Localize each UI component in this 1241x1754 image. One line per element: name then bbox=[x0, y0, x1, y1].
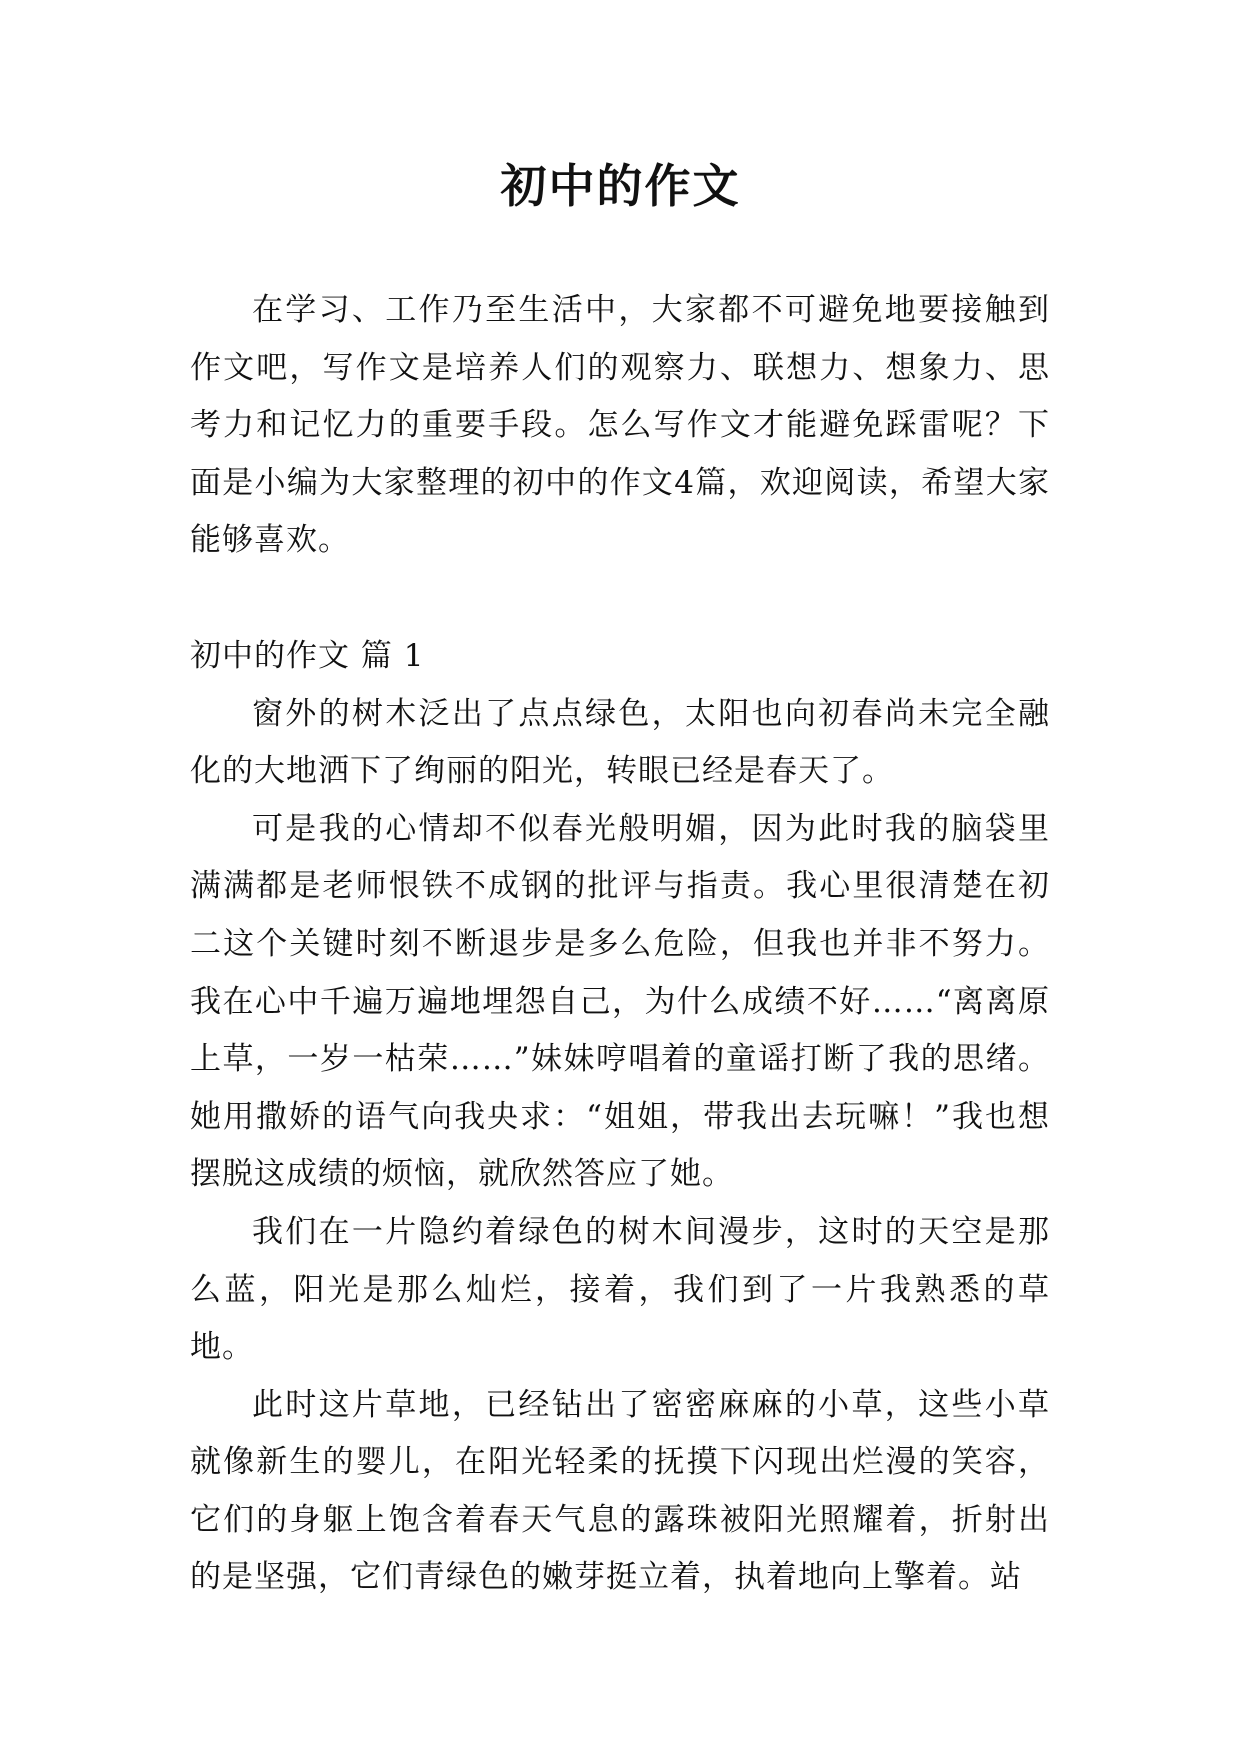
body-paragraph-4: 此时这片草地，已经钻出了密密麻麻的小草，这些小草就像新生的婴儿，在阳光轻柔的抚摸下闪现出烂漫的笑容，它们的身躯上饱含着春天气息的露珠被阳光照耀着，折射出的是坚强，它们青绿色的嫩芽挺立着，执着地向上擎着。站 bbox=[190, 1386, 1050, 1596]
document-body bbox=[190, 282, 1050, 1607]
section-heading: 初中的作文 篇 1 bbox=[190, 637, 425, 674]
body-paragraph-3: 我们在一片隐约着绿色的树木间漫步，这时的天空是那么蓝，阳光是那么灿烂，接着，我们到了一片我熟悉的草地。 bbox=[190, 1213, 1050, 1366]
body-paragraph-1: 窗外的树木泛出了点点绿色，太阳也向初春尚未完全融化的大地洒下了绚丽的阳光，转眼已经是春天了。 bbox=[190, 695, 1050, 790]
document-title: 初中的作文 bbox=[500, 159, 741, 213]
intro-paragraph: 在学习、工作乃至生活中，大家都不可避免地要接触到作文吧，写作文是培养人们的观察力、联想力、想象力、思考力和记忆力的重要手段。怎么写作文才能避免踩雷呢？下面是小编为大家整理的初中的作文4篇，欢迎阅读，希望大家能够喜欢。 bbox=[190, 292, 1050, 559]
body-paragraph-2: 可是我的心情却不似春光般明媚，因为此时我的脑袋里满满都是老师恨铁不成钢的批评与指责。我心里很清楚在初二这个关键时刻不断退步是多么危险，但我也并非不努力。我在心中千遍万遍地埋怨自己，为什么成绩不好……“离离原上草，一岁一枯荣……”妹妹哼唱着的童谣打断了我的思绪。她用撒娇的语气向我央求：“姐姐，带我出去玩嘛！”我也想摆脱这成绩的烦恼，就欣然答应了她。 bbox=[190, 810, 1050, 1193]
